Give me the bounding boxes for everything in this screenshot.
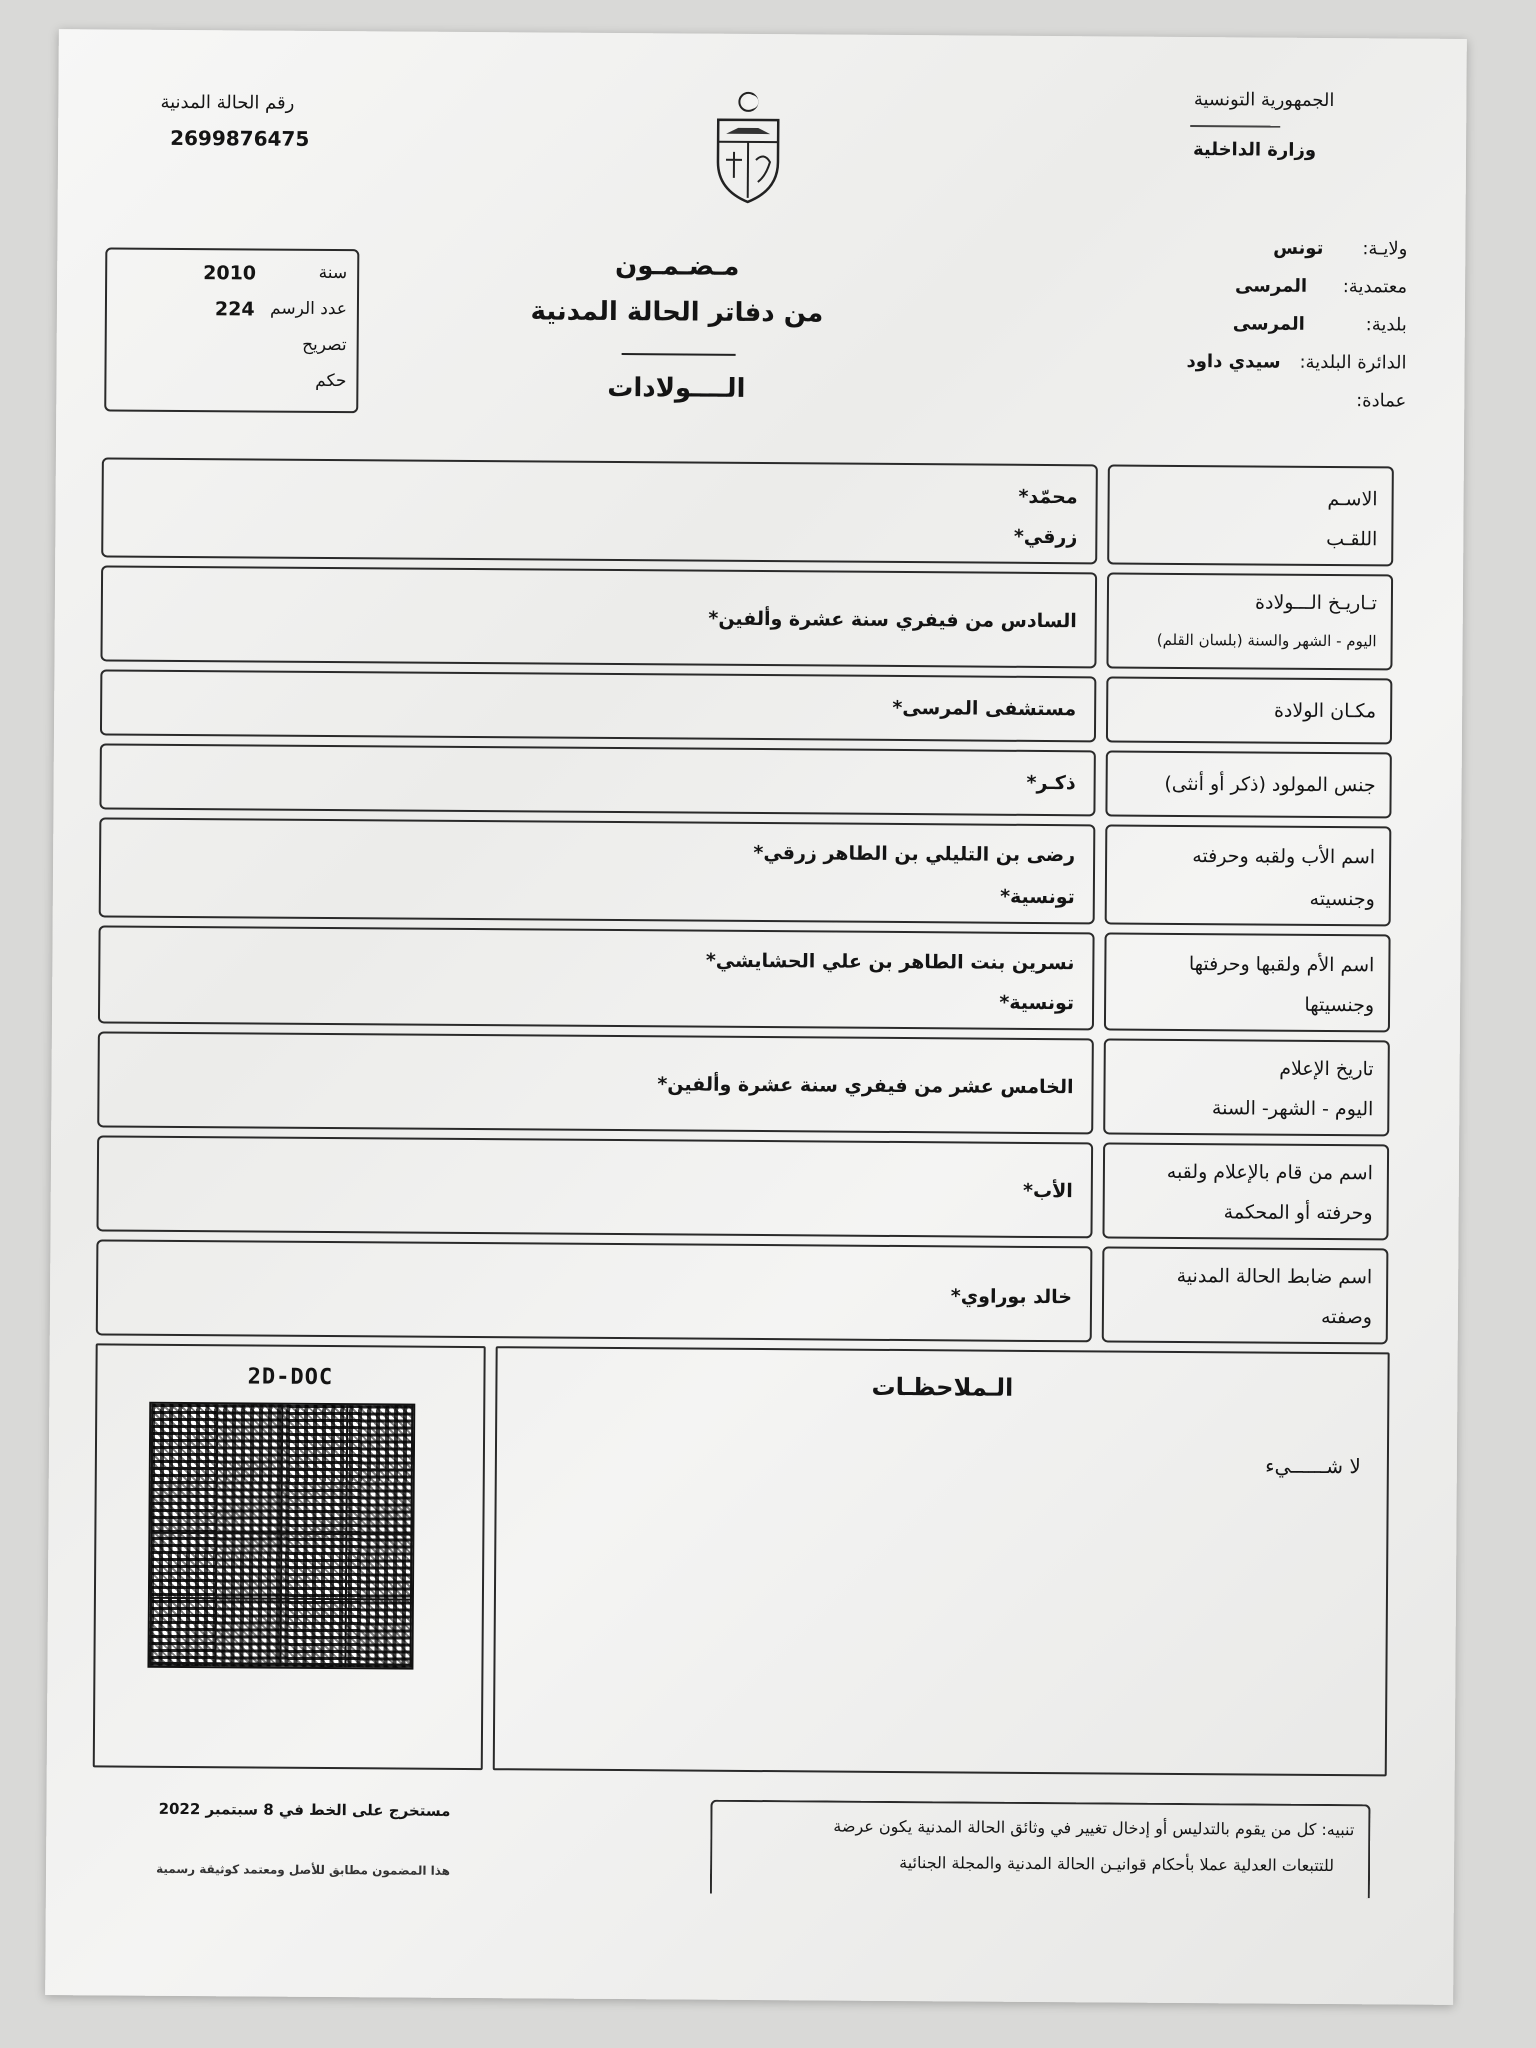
delegation-value: المرسى [1234,275,1308,297]
ruling-label: حكم [315,370,347,392]
declarant-label: اسم من قام بالإعلام ولقبه [1166,1160,1374,1185]
birth-date-label: تـاريـخ الـــولادة [1255,591,1377,615]
mother-nationality-label: وجنسيتها [1304,993,1375,1017]
label-box-birth-date [1106,572,1393,670]
wilaya-label: ولايـة: [1362,238,1408,260]
document-page [45,29,1467,2005]
value-box-gender [99,743,1095,816]
registrar-label: اسم ضابط الحالة المدنية [1176,1264,1373,1289]
warning-line-1: تنبيه: كل من يقوم بالتدليس أو إدخال تغيير في وثائق الحالة المدنية يكون عرضة [833,1816,1355,1840]
mother-label: اسم الأم ولقبها وحرفتها [1188,953,1375,977]
first-name-label: الاسـم [1327,487,1378,511]
title-summary: مـضـمـون [614,250,740,282]
ministry-name: وزارة الداخلية [1192,139,1317,161]
declarant-sublabel: وحرفته أو المحكمة [1223,1201,1373,1225]
remarks-title: الـملاحظـات [871,1372,1014,1402]
municipality-label: بلدية: [1365,314,1407,336]
label-box-father [1105,824,1392,926]
value-box-mother [98,925,1095,1030]
republic-name: الجمهورية التونسية [1193,89,1335,112]
value-box-name [101,457,1098,564]
first-name-value: محمّد* [1018,485,1078,509]
gender-value: ذكـر* [1026,771,1076,795]
title-births: الــــولادات [607,372,746,404]
title-divider [622,353,736,356]
father-label: اسم الأب ولقبه وحرفته [1192,845,1376,869]
value-box-declarant [96,1135,1093,1238]
delegation-label: معتمدية: [1342,276,1408,298]
surname-label: اللقـب [1326,527,1378,551]
omda-label: عمادة: [1356,390,1407,412]
extract-date: مستخرج على الخط في 8 سبتمبر 2022 [158,1799,451,1820]
value-box-registrar [96,1239,1093,1342]
datamatrix-code-icon [147,1402,415,1670]
declaration-date-value: الخامس عشر من فيفري سنة عشرة وألفين* [657,1073,1074,1099]
label-box-name [1107,464,1394,566]
civil-number: 2699876475 [170,125,310,151]
label-box-gender [1105,750,1391,818]
municipality-value: المرسى [1232,313,1305,335]
birth-date-value: السادس من فيفري سنة عشرة وألفين* [708,607,1077,633]
label-box-declarant [1102,1142,1389,1240]
certified-note: هذا المضمون مطابق للأصل ومعتمد كوثيقة رسمية [156,1861,451,1878]
label-box-mother [1104,932,1391,1032]
birth-date-sublabel: اليوم - الشهر والسنة (بلسان القلم) [1156,630,1377,651]
district-label: الدائرة البلدية: [1299,351,1407,374]
value-box-birth-place [100,669,1096,742]
gender-label: جنس المولود (ذكر أو أنثى) [1164,772,1376,797]
code-label: 2D-DOC [247,1364,334,1391]
father-nationality-label: وجنسيته [1309,887,1375,911]
value-box-father [99,817,1096,924]
remarks-box [493,1346,1390,1776]
declaration-date-label: تاريخ الإعلام [1279,1057,1374,1081]
birth-place-value: مستشفى المرسى* [892,696,1077,721]
label-box-registrar [1102,1246,1389,1344]
declarant-value: الأب* [1023,1179,1073,1203]
value-box-birth-date [100,565,1097,668]
label-box-birth-place [1106,676,1392,744]
label-box-declaration-date [1103,1038,1390,1136]
header-divider [1190,125,1280,128]
tunisia-emblem-icon [708,90,789,211]
record-box [104,247,359,413]
wilaya-value: تونس [1273,237,1324,259]
registrar-sublabel: وصفته [1320,1305,1372,1329]
declaration-date-sublabel: اليوم - الشهر- السنة [1211,1097,1374,1121]
surname-value: زرقي* [1013,525,1078,549]
year-value: 2010 [203,262,257,285]
warning-line-2: للتتبعات العدلية عملا بأحكام قوانيـن الحالة المدنية والمجلة الجنائية [899,1853,1335,1876]
title-registers: من دفاتر الحالة المدنية [530,296,824,329]
value-box-declaration-date [97,1031,1094,1134]
father-nationality-value: تونسية* [1000,885,1075,909]
district-value: سيدي داود [1186,350,1281,373]
civil-number-label: رقم الحالة المدنية [160,91,295,114]
mother-nationality-value: تونسية* [999,991,1075,1015]
warning-box [710,1800,1371,1899]
registrar-value: خالد بوراوي* [950,1285,1073,1309]
declaration-label: تصريح [302,334,347,356]
birth-place-label: مكـان الولادة [1273,699,1377,723]
remarks-text: لا شــــــيء [1265,1453,1361,1479]
year-label: سنة [318,262,348,284]
record-number-label: عدد الرسم [269,298,348,320]
record-number-value: 224 [214,298,255,321]
mother-name-value: نسرين بنت الطاهر بن علي الحشايشي* [705,949,1075,975]
father-name-value: رضى بن التليلي بن الطاهر زرقي* [753,841,1076,867]
